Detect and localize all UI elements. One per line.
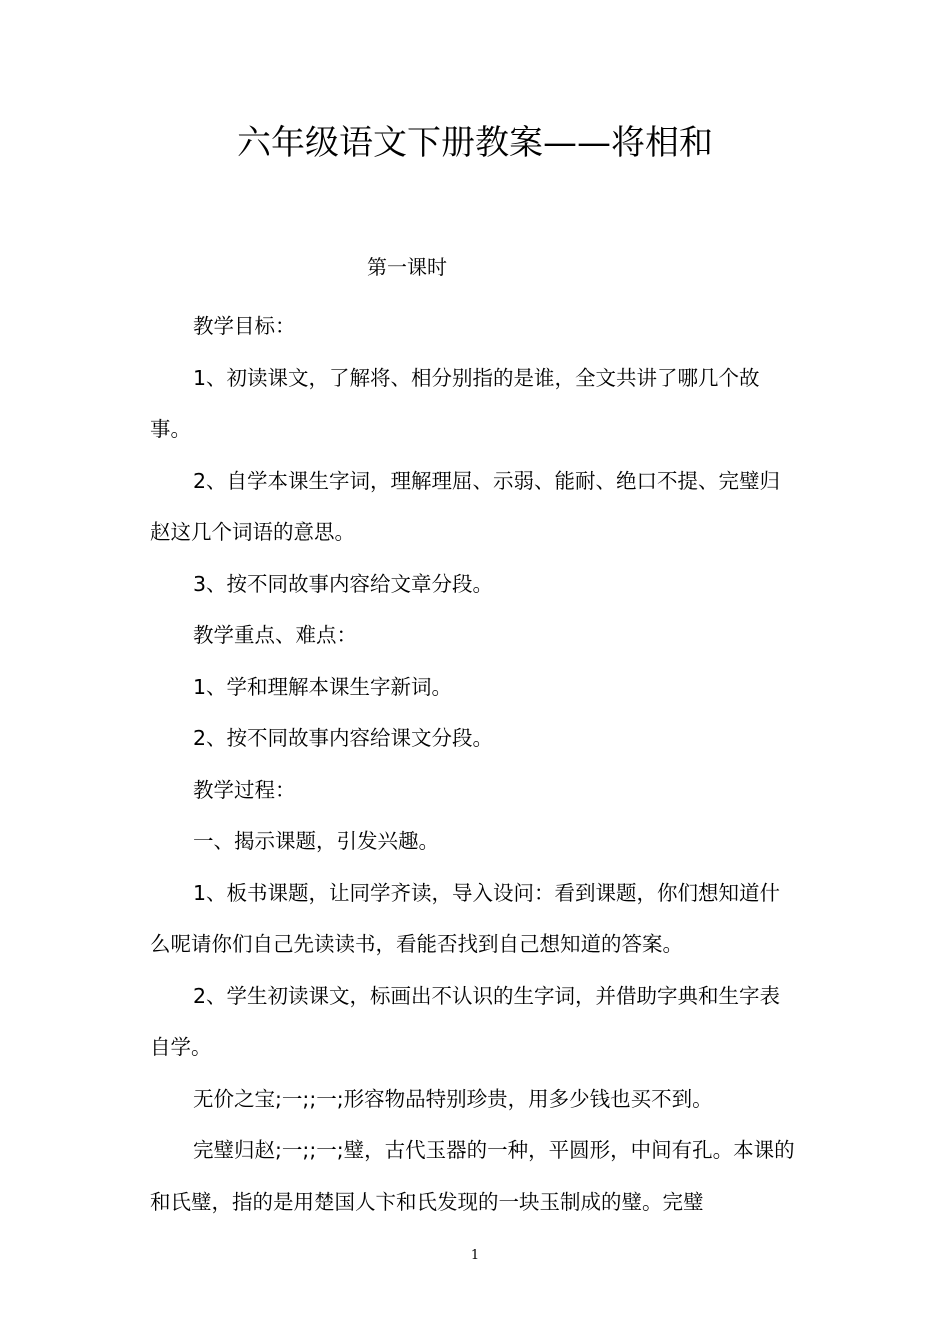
document-body — [150, 301, 800, 1228]
paragraph-key-point-2: 2、按不同故事内容给课文分段。 — [193, 726, 494, 750]
paragraph-vocab-2: 完璧归赵;一;;一;璧，古代玉器的一种，平圆形，中间有孔。本课的和氏璧，指的是用楚国人卞和氏发现的一块玉制成的璧。完璧 — [150, 1138, 795, 1214]
paragraph-heading-objectives: 教学目标： — [193, 314, 296, 338]
paragraph-vocab-1: 无价之宝;一;;一;形容物品特别珍贵，用多少钱也买不到。 — [193, 1086, 713, 1111]
lesson-subtitle: 第一课时 — [367, 255, 447, 279]
paragraph-objective-2: 2、自学本课生字词，理解理屈、示弱、能耐、绝口不提、完璧归赵这几个词语的意思。 — [150, 468, 781, 544]
paragraph-process-item-1: 1、板书课题，让同学齐读，导入设问：看到课题，你们想知道什么呢请你们自己先读读书，看能否找到自己想知道的答案。 — [150, 880, 781, 956]
paragraph-heading-key-points: 教学重点、难点： — [193, 623, 357, 647]
document-title: 六年级语文下册教案——将相和 — [237, 123, 713, 163]
paragraph-objective-1: 1、初读课文，了解将、相分别指的是谁，全文共讲了哪几个故事。 — [150, 365, 760, 441]
paragraph-process-step-1: 一、揭示课题，引发兴趣。 — [193, 829, 439, 853]
paragraph-key-point-1: 1、学和理解本课生字新词。 — [193, 674, 453, 699]
paragraph-heading-process: 教学过程： — [193, 777, 296, 802]
page-number: 1 — [470, 1248, 480, 1263]
paragraph-objective-3: 3、按不同故事内容给文章分段。 — [193, 571, 494, 596]
paragraph-process-item-2: 2、学生初读课文，标画出不认识的生字词，并借助字典和生字表自学。 — [150, 983, 781, 1059]
